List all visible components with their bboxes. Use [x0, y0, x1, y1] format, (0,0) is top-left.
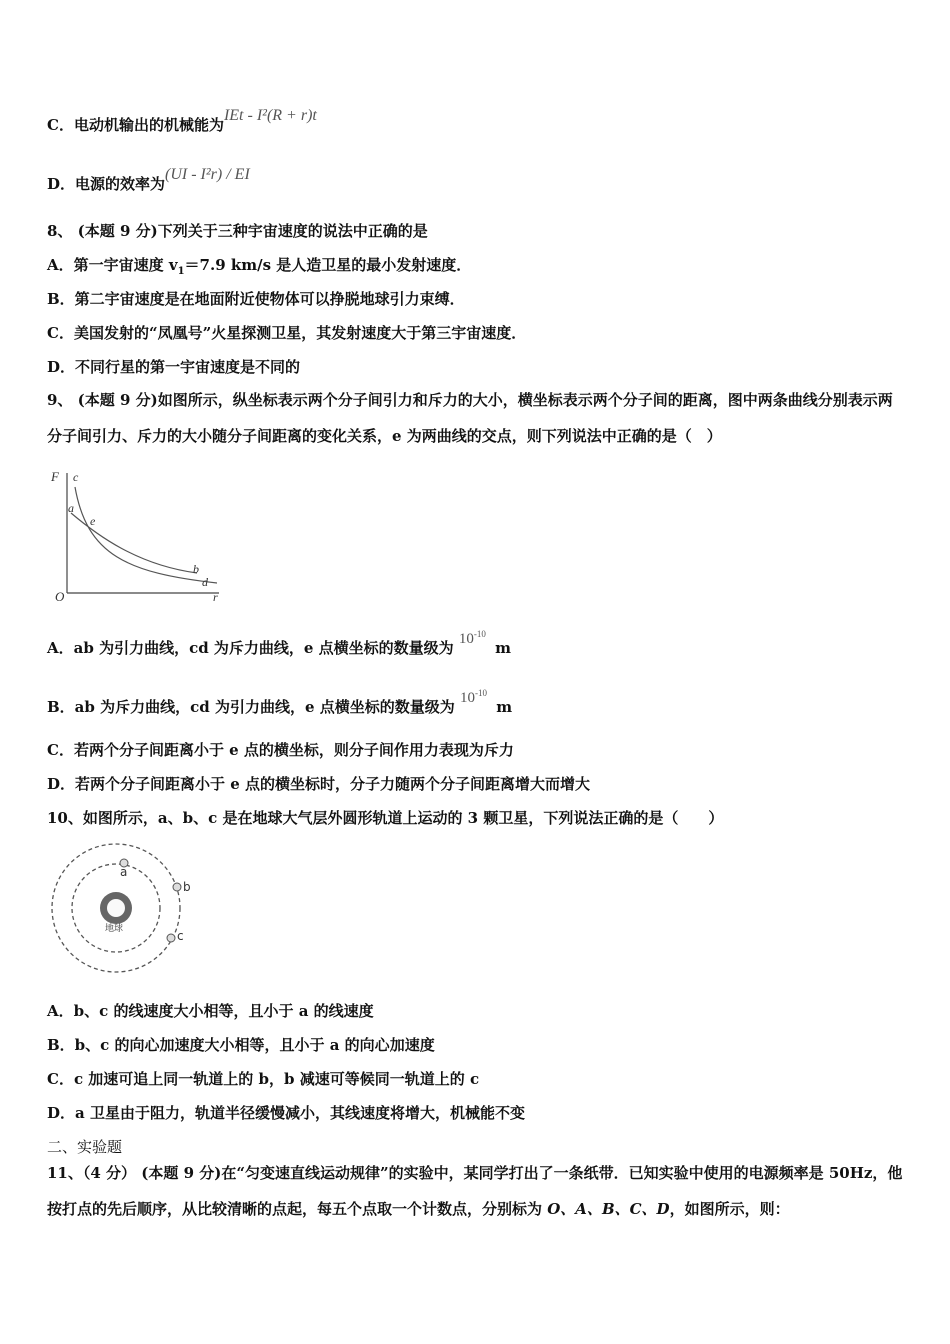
- q10-earth-label: 地球: [105, 924, 124, 934]
- q9-label-b: b: [193, 562, 199, 576]
- q11-points: O、A、B、C、D: [547, 1200, 670, 1218]
- q10-stem: 10、如图所示，a、b、c 是在地球大气层外圆形轨道上运动的 3 颗卫星，下列说法正确的是（ ）: [47, 809, 724, 827]
- q11-stem: [47, 1155, 907, 1227]
- q7-option-d: [47, 166, 250, 195]
- q10-option-a: A．b、c 的线速度大小相等，且小于 a 的线速度: [47, 1002, 374, 1020]
- q9-option-b-power: [460, 690, 487, 706]
- q9-option-b-text: B．ab 为斥力曲线，cd 为引力曲线，e 点横坐标的数量级为: [47, 698, 455, 716]
- q7-option-c: [47, 107, 317, 136]
- q8-option-a-sub: 1: [177, 266, 185, 277]
- q9-label-c: c: [73, 470, 79, 484]
- q7-option-c-text: C．电动机输出的机械能为: [47, 116, 224, 134]
- q9-option-a-unit: m: [495, 639, 512, 657]
- q9-label-a: a: [68, 501, 74, 515]
- q9-stem: 9、 (本题 9 分)如图所示，纵坐标表示两个分子间引力和斥力的大小，横坐标表示两个分子间的距离，图中两条曲线分别表示两分子间引力、斥力的大小随分子间距离的变化关系，e 为两曲线的交点，则下列说法中正确的是（ ）: [47, 391, 893, 445]
- q10-label-a: a: [120, 865, 128, 879]
- q7-option-d-text: D．电源的效率为: [47, 175, 166, 193]
- q11-stem-pre: 11、（4 分） (本题 9 分)在“匀变速直线运动规律”的实验中，某同学打出了一条纸带．已知实验中使用的电源频率是 50Hz，他按打点的先后顺序，从比较清晰的点起，每五个点取一个计数点，分别标为: [47, 1164, 903, 1218]
- q10-option-c: C．c 加速可追上同一轨道上的 b，b 减速可等候同一轨道上的 c: [47, 1070, 480, 1088]
- q9-option-b-power-base: 10: [459, 690, 475, 706]
- q7-option-c-formula: IEt - I²(R + r)t: [223, 107, 317, 124]
- q9-option-c: C．若两个分子间距离小于 e 点的横坐标，则分子间作用力表现为斥力: [47, 741, 514, 759]
- q9-option-d: D．若两个分子间距离小于 e 点的横坐标时，分子力随两个分子间距离增大而增大: [47, 775, 590, 793]
- q9-label-r: r: [213, 590, 218, 604]
- q8-stem: 8、 (本题 9 分)下列关于三种宇宙速度的说法中正确的是: [47, 222, 428, 240]
- q9-label-O: O: [55, 589, 65, 604]
- q9-force-graph: [47, 465, 227, 610]
- q10-option-d: D．a 卫星由于阻力，轨道半径缓慢减小，其线速度将增大，机械能不变: [47, 1104, 525, 1122]
- q9-option-b-unit: m: [496, 698, 513, 716]
- q10-label-c: c: [177, 929, 184, 943]
- q9-label-d: d: [202, 575, 208, 589]
- q9-option-a-power: [459, 631, 486, 647]
- q10-option-b: B．b、c 的向心加速度大小相等，且小于 a 的向心加速度: [47, 1036, 435, 1054]
- q8-option-b: B．第二宇宙速度是在地面附近使物体可以挣脱地球引力束缚．: [47, 290, 465, 308]
- q7-option-d-formula: (UI - I²r) / EI: [165, 166, 250, 183]
- q8-option-d: D．不同行星的第一宇宙速度是不同的: [47, 358, 301, 376]
- q9-label-F: F: [51, 469, 59, 484]
- q10-orbit-diagram: [45, 840, 195, 975]
- q9-option-a: [47, 629, 512, 659]
- q9-option-a-power-exp: -10: [473, 629, 486, 639]
- q8-option-c: C．美国发射的“凤凰号”火星探测卫星，其发射速度大于第三宇宙速度．: [47, 324, 527, 342]
- q9-option-a-power-base: 10: [458, 631, 474, 647]
- q9-option-a-text: A．ab 为引力曲线，cd 为斥力曲线，e 点横坐标的数量级为: [47, 639, 454, 657]
- section-title: 二、实验题: [47, 1138, 123, 1156]
- q8-option-a-pre: A．第一宇宙速度 v: [47, 256, 178, 274]
- q9-option-b: [47, 688, 513, 718]
- q10-satellite-b: [173, 883, 181, 891]
- q9-label-e: e: [90, 514, 96, 528]
- q10-earth-highlight: [107, 899, 125, 917]
- q10-satellite-c: [167, 934, 175, 942]
- q8-option-a: [47, 255, 471, 282]
- q10-label-b: b: [183, 880, 191, 894]
- q8-option-a-post: ＝7.9 km/s 是人造卫星的最小发射速度．: [184, 256, 472, 274]
- q11-stem-post: ，如图所示，则：: [669, 1200, 790, 1218]
- q9-option-b-power-exp: -10: [474, 688, 487, 698]
